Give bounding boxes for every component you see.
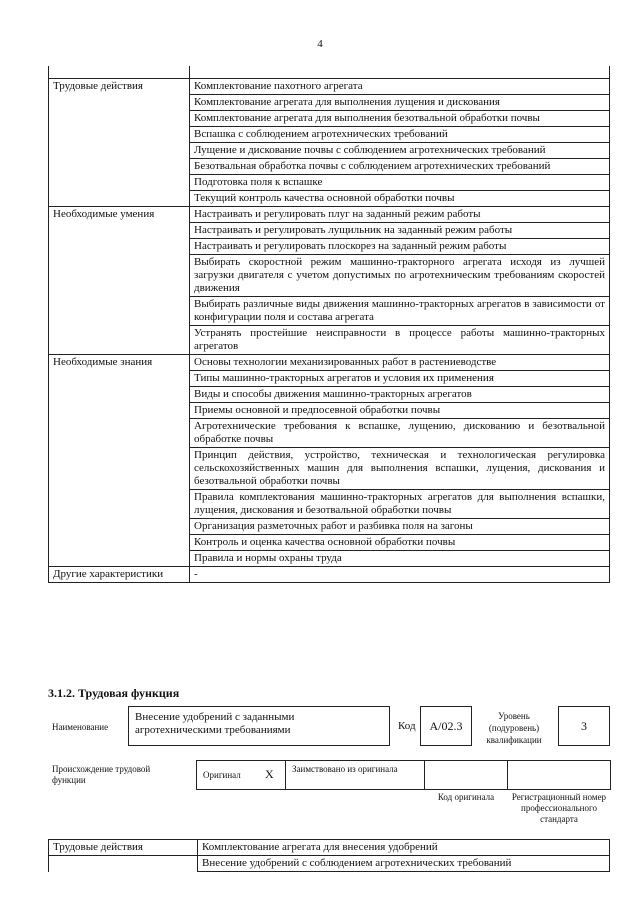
row-item: Настраивать и регулировать плоскорез на заданный режим работы <box>190 239 610 255</box>
table-row <box>49 297 610 326</box>
table-row <box>49 551 610 567</box>
function-name-box <box>128 706 390 746</box>
row-category-cont <box>49 255 190 297</box>
row-category-cont <box>49 535 190 551</box>
table-row <box>49 127 610 143</box>
table-row <box>49 519 610 535</box>
origin-label: Происхождение трудовой функции <box>52 764 151 785</box>
level-value: 3 <box>581 719 587 733</box>
row-category-cont <box>49 856 198 872</box>
row-item: Вспашка с соблюдением агротехнических требований <box>190 127 610 143</box>
row-category-cont <box>49 326 190 355</box>
row-item: Правила и нормы охраны труда <box>190 551 610 567</box>
row-category-cont <box>49 403 190 419</box>
function-name-value: Внесение удобрений с заданными агротехническими требованиями <box>135 711 295 736</box>
row-category: Другие характеристики <box>49 567 190 583</box>
table-row <box>49 79 610 95</box>
row-item: Комплектование агрегата для выполнения лущения и дискования <box>190 95 610 111</box>
code-original-box <box>424 760 508 790</box>
row-item: Выбирать скоростной режим машинно-тракторного агрегата исходя из лучшей загрузки двигателя с учетом допустимых по агротехническим требованиям скоростей движения <box>190 255 610 297</box>
row-item: Приемы основной и предпосевной обработки почвы <box>190 403 610 419</box>
row-category-cont <box>49 490 190 519</box>
table-row <box>49 856 610 872</box>
row-item: Агротехнические требования к вспашке, лущению, дискованию и безотвальной обработке почвы <box>190 419 610 448</box>
table-row <box>49 840 610 856</box>
original-mark: X <box>265 767 274 781</box>
row-item: Настраивать и регулировать лущильник на заданный режим работы <box>190 223 610 239</box>
row-category: Трудовые действия <box>49 840 198 856</box>
table-row <box>49 535 610 551</box>
row-category-cont <box>49 127 190 143</box>
row-category-cont <box>49 239 190 255</box>
bottom-competency-table <box>48 839 610 872</box>
borrowed-box <box>285 760 425 790</box>
row-item: Правила комплектования машинно-тракторных агрегатов для выполнения вспашки, лущения, дискования и безотвальной обработки почвы <box>190 490 610 519</box>
original-label: Оригинал <box>203 770 241 780</box>
row-category-cont <box>49 419 190 448</box>
row-item: Выбирать различные виды движения машинно-тракторных агрегатов в зависимости от конфигурации поля и состава агрегата <box>190 297 610 326</box>
table-row <box>49 255 610 297</box>
row-item: Настраивать и регулировать плуг на заданный режим работы <box>190 207 610 223</box>
table-row <box>49 490 610 519</box>
page-number: 4 <box>317 38 323 50</box>
row-category-cont <box>49 143 190 159</box>
row-category-cont <box>49 159 190 175</box>
table-row <box>49 355 610 371</box>
level-box <box>558 706 610 746</box>
table-row <box>49 175 610 191</box>
table-row <box>49 143 610 159</box>
row-item: Виды и способы движения машинно-тракторных агрегатов <box>190 387 610 403</box>
table-row <box>49 223 610 239</box>
level-label: Уровень (подуровень) квалификации <box>486 711 542 745</box>
table-row <box>49 567 610 583</box>
code-box <box>420 706 472 746</box>
reg-number-label: Регистрационный номер профессионального стандарта <box>511 792 607 824</box>
row-item: Безотвальная обработка почвы с соблюдением агротехнических требований <box>190 159 610 175</box>
row-item: Комплектование пахотного агрегата <box>190 79 610 95</box>
table-row <box>49 111 610 127</box>
table-row <box>49 207 610 223</box>
original-box <box>196 760 286 790</box>
row-item: Типы машинно-тракторных агрегатов и условия их применения <box>190 371 610 387</box>
row-category: Трудовые действия <box>49 79 190 95</box>
row-item: Организация разметочных работ и разбивка поля на загоны <box>190 519 610 535</box>
table-row <box>49 387 610 403</box>
code-label: Код <box>398 720 416 732</box>
row-item: Подготовка поля к вспашке <box>190 175 610 191</box>
row-item: Комплектование агрегата для выполнения безотвальной обработки почвы <box>190 111 610 127</box>
table-row <box>49 95 610 111</box>
name-label: Наименование <box>52 722 109 732</box>
row-item: Внесение удобрений с соблюдением агротехнических требований <box>198 856 610 872</box>
table-row <box>49 419 610 448</box>
row-item: Текущий контроль качества основной обработки почвы <box>190 191 610 207</box>
row-category-cont <box>49 448 190 490</box>
row-item: Принцип действия, устройство, техническая и технологическая регулировка сельскохозяйственных машин для выполнения вспашки, лущения, дискования и безотвальной обработки почвы <box>190 448 610 490</box>
row-category: Необходимые умения <box>49 207 190 223</box>
row-category-cont <box>49 371 190 387</box>
table-row <box>49 191 610 207</box>
competency-table <box>48 66 610 583</box>
row-category-cont <box>49 223 190 239</box>
code-value: А/02.3 <box>429 719 463 733</box>
row-category-cont <box>49 297 190 326</box>
borrowed-label: Заимствовано из оригинала <box>292 764 398 774</box>
row-category-cont <box>49 95 190 111</box>
cont-right <box>190 66 610 79</box>
code-original-label: Код оригинала <box>437 792 495 802</box>
row-category-cont <box>49 519 190 535</box>
row-category-cont <box>49 387 190 403</box>
table-row <box>49 159 610 175</box>
row-category-cont <box>49 111 190 127</box>
table-top-continuation <box>49 66 610 79</box>
row-category-cont <box>49 175 190 191</box>
cont-left <box>49 66 190 79</box>
row-category-cont <box>49 191 190 207</box>
section-title: 3.1.2. Трудовая функция <box>48 686 180 700</box>
table-row <box>49 326 610 355</box>
reg-number-box <box>507 760 611 790</box>
row-category-cont <box>49 551 190 567</box>
table-row <box>49 239 610 255</box>
table-row <box>49 403 610 419</box>
row-item: Контроль и оценка качества основной обработки почвы <box>190 535 610 551</box>
row-category: Необходимые знания <box>49 355 190 371</box>
row-item: - <box>190 567 610 583</box>
table-row <box>49 448 610 490</box>
row-item: Комплектование агрегата для внесения удобрений <box>198 840 610 856</box>
row-item: Основы технологии механизированных работ в растениеводстве <box>190 355 610 371</box>
table-row <box>49 371 610 387</box>
row-item: Устранять простейшие неисправности в процессе работы машинно-тракторных агрегатов <box>190 326 610 355</box>
row-item: Лущение и дискование почвы с соблюдением агротехнических требований <box>190 143 610 159</box>
